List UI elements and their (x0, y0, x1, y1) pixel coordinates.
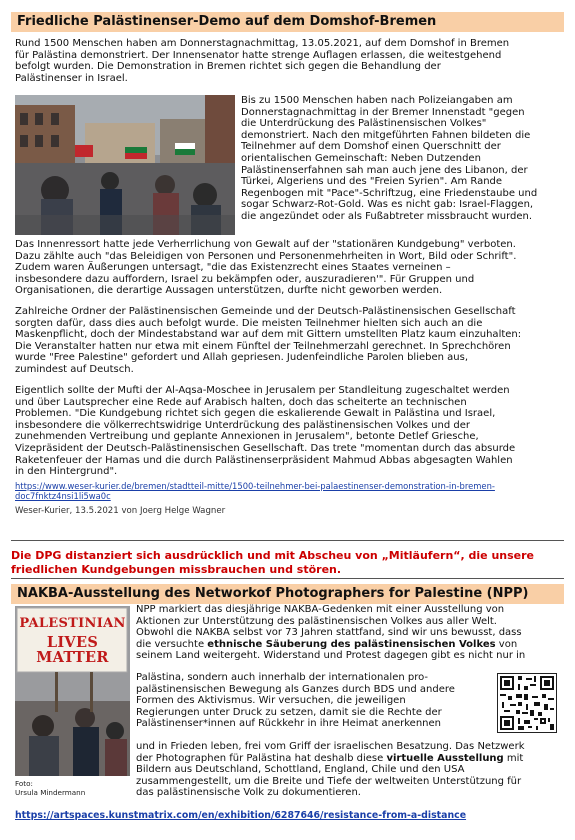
article1-title: Friedliche Palästinenser-Demo auf dem Domshof-Bremen (11, 12, 564, 32)
text-line: wurde "Free Palestine" gefordert und Allah gepriesen. Judenfeindliche Parolen blieben aus, (15, 352, 469, 364)
text-line: Raketenfeuer der Hamas und die durch Palästinenserpräsident Mahmud Abbas abgesagten Wahlen (15, 454, 513, 466)
text-line: Palästinenser*innen auf Rückkehr in ihre Heimat anerkennen (136, 718, 441, 730)
text-line: Obwohl die NAKBA selbst vor 73 Jahren stattfand, sind wir uns bewusst, dass (136, 627, 522, 639)
text-line: zumindest auf Deutsch. (15, 363, 134, 375)
text-span: von (495, 638, 518, 650)
text-line: Regenbogen mit "Pace"-Schriftzug, eine Friedenstaube und (241, 187, 538, 199)
text-line: Donnerstagnachmittag in der Bremer Innenstadt "gegen (241, 106, 525, 118)
poster-text (19, 616, 126, 665)
divider (11, 578, 564, 579)
emphasis-text: ethnische Säuberung des palästinensischen Volkes (207, 638, 496, 650)
article1-para4 (15, 385, 567, 478)
text-line: orientalischen Gemeinschaft: Neben Dutzenden (241, 152, 481, 164)
text-line: Bis zu 1500 Menschen haben nach Polizeiangaben am (241, 95, 513, 106)
text-line: Die Veranstalter hatten nur etwa mit einem Fünftel der Teilnehmerzahl gerechnet. In Sprechchören (15, 340, 511, 352)
text-span: die versuchte (136, 638, 208, 650)
article1-side-text (241, 95, 566, 223)
article2-text-a (136, 604, 568, 662)
text-line: Vizepräsident der Deutsch-Palästinensischen Gesellschaft. Das trete "momentan durch das absurde (15, 442, 516, 454)
text-line: insbesondere dazu auffordern, Israel zu bekämpfen oder, auszuradieren'". Für Gruppen und (15, 273, 475, 285)
article1-para3 (15, 306, 567, 376)
text-line: Eigentlich sollte der Mufti der Al-Aqsa-Moschee in Jerusalem per Standleitung zugeschaltet werden (15, 385, 510, 396)
text-line: sogar Schwarz-Rot-Gold. Was es nicht gab: Israel-Flaggen, (241, 199, 534, 211)
text-line: Zudem waren Äußerungen untersagt, "die das Existenzrecht eines Staates verneinen – (15, 262, 451, 274)
article2-title: NAKBA-Ausstellung des Networkof Photographers for Palestine (NPP) (11, 584, 564, 604)
dpg-note (11, 549, 564, 576)
text-line (136, 639, 568, 651)
divider (11, 540, 564, 541)
note-line: friedlichen Kundgebungen missbrauchen und stören. (11, 562, 342, 576)
text-line: Bildern aus Deutschland, Schottland, England, Chile und den USA (136, 764, 465, 776)
link-line[interactable]: doc7fnktz4nsi1li5wa0c (15, 491, 111, 501)
article2-text-c (136, 741, 568, 799)
exhibition-link[interactable]: https://artspaces.kunstmatrix.com/en/exhibition/6287646/resistance-from-a-distance (15, 810, 467, 821)
text-line (136, 753, 568, 765)
article1-source: Weser-Kurier, 13.5.2021 von Joerg Helge Wagner (15, 506, 226, 516)
text-line: für Palästina demonstriert. Der Innensenator hatte strenge Auflagen erlassen, die weitestgehend (15, 49, 502, 61)
text-line: Aktionen zur Unterstützung des palästinensischen Volkes aus aller Welt. (136, 615, 497, 627)
text-line: Zahlreiche Ordner der Palästinensischen Gemeinde und der Deutsch-Palästinensischen Gesellschaft (15, 306, 516, 317)
text-line: Formen des Aktivismus. Wir versuchen, die jeweiligen (136, 695, 406, 707)
demo-photo (15, 95, 235, 235)
poster-photo (15, 606, 130, 776)
text-line: in den Hintergrund". (15, 466, 118, 478)
text-line: Dazu zählte auch "das Beleidigen von Personen und Personenmehrheiten in Wort, Bild oder Schrift". (15, 250, 517, 262)
text-line: Palästina, sondern auch innerhalb der internationalen pro- (136, 672, 429, 683)
qr-code-icon (498, 674, 556, 732)
text-line: die Unterdrückung des Palästinensischen Volkes" (241, 118, 487, 130)
text-line: demonstriert. Nach den mitgeführten Fahnen bildeten die (241, 129, 531, 141)
text-line: die angezündet oder als Fußabtreter missbraucht wurden. (241, 210, 533, 222)
emphasis-text: virtuelle Ausstellung (386, 752, 504, 764)
text-line: Organisationen, die derartige Aussagen unterstützen, durfte nicht geworben werden. (15, 285, 443, 297)
article1-intro (15, 38, 565, 84)
article2-text-b (136, 672, 491, 730)
text-line: Das Innenressort hatte jede Verherrlichung von Gewalt auf der "stationären Kundgebung" verboten. (15, 239, 516, 250)
poster-line: PALESTINIAN (19, 616, 126, 631)
text-line: und über Lautsprecher eine Rede auf Arabisch halten, doch das scheiterte an technischen (15, 396, 467, 408)
text-line: Palästinenserfahnen sah man auch jene des Libanon, der (241, 164, 528, 176)
text-line: Rund 1500 Menschen haben am Donnerstagnachmittag, 13.05.2021, auf dem Domshof in Bremen (15, 38, 510, 49)
text-line: palästinensischen Bewegung als Ganzes durch BDS und andere (136, 683, 455, 695)
text-line: seinem Land weitergeht. Widerstand und Protest dagegen gibt es nicht nur in (136, 650, 526, 662)
text-line: Problemen. "Die Kundgebung richtet sich gegen die eskalierende Gewalt in Palästina und Israel, (15, 408, 496, 420)
text-line: insbesondere die völkerrechtswidrige Unterdrückung des palästinensischen Volkes und der (15, 419, 470, 431)
poster-line: LIVES MATTER (36, 634, 109, 666)
demo-photo-illustration (15, 95, 235, 235)
link-line[interactable]: https://www.weser-kurier.de/bremen/stadtteil-mitte/1500-teilnehmer-bei-palaestinenser-demonstration-in-bremen- (15, 481, 495, 491)
text-line: Maskenpflicht, doch der Mindestabstand war auf dem mit Gittern umstellten Platz kaum einzuhalten: (15, 329, 522, 341)
text-line: befolgt wurden. Die Demonstration in Bremen richtet sich gegen die Behandlung der (15, 61, 441, 73)
photo-credit (15, 779, 85, 797)
text-line: Türkei, Algeriens und des "Freien Syrien". Am Rande (241, 176, 503, 188)
credit-line: Foto: (15, 779, 33, 788)
text-line: das palästinensische Volk zu dokumentieren. (136, 787, 361, 799)
qr-code[interactable] (497, 673, 557, 733)
text-line: zusammengestellt, um die Breite und Tiefe der weltweiten Unterstützung für (136, 775, 522, 787)
article1-para2 (15, 239, 567, 297)
text-span: mit (503, 752, 524, 764)
text-line: Palästinenser in Israel. (15, 72, 128, 84)
text-line: Regierungen unter Druck zu setzen, damit sie die Rechte der (136, 706, 442, 718)
text-line: NPP markiert das diesjährige NAKBA-Gedenken mit einer Ausstellung von (136, 604, 505, 615)
note-line: Die DPG distanziert sich ausdrücklich und mit Abscheu von „Mitläufern“, die unsere (11, 549, 535, 562)
text-span: der Photographen für Palästina hat deshalb diese (136, 752, 387, 764)
text-line: sorgten dafür, dass dies auch befolgt wurde. Die meisten Teilnehmer hielten sich auch an die (15, 317, 483, 329)
text-line: und in Frieden leben, frei vom Griff der israelischen Besatzung. Das Netzwerk (136, 741, 525, 752)
article1-source-link[interactable] (15, 481, 570, 501)
credit-line: Ursula Mindermann (15, 788, 86, 797)
text-line: Teilnehmer auf dem Domshof einen Querschnitt der (241, 141, 501, 153)
text-line: zunehmenden Vertreibung und geplante Annexionen in Jerusalem", betonte Detlef Griesche, (15, 431, 479, 443)
